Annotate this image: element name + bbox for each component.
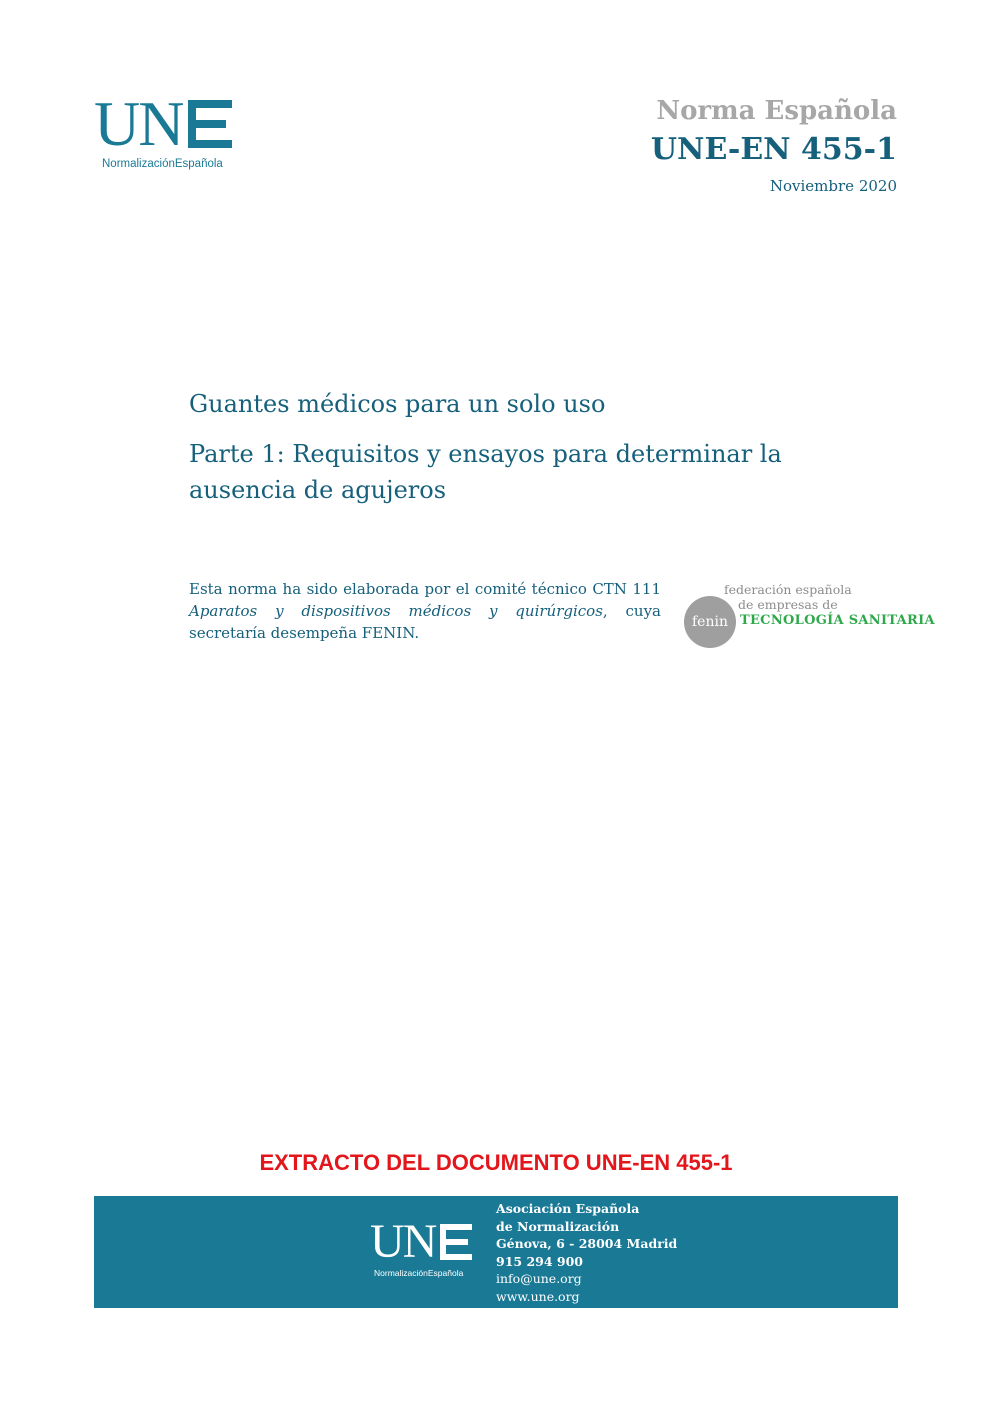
une-logo-mark: UN [94,88,183,159]
footer-band [94,1196,898,1308]
committee-statement: Esta norma ha sido elaborada por el comité técnico CTN 111 Aparatos y dispositivos médicos y quirúrgicos, cuya secretaría desempeña FENIN. [189,580,661,642]
footer-phone: 915 294 900 [496,1253,583,1269]
norma-code: UNE-EN 455-1 [650,132,897,167]
footer-address: Génova, 6 - 28004 Madrid [496,1236,678,1251]
fenin-line-2: de empresas de [738,597,838,612]
footer-email: info@une.org [496,1271,582,1286]
footer-logo-subtitle: NormalizaciónEspañola [374,1268,464,1278]
footer-web: www.une.org [496,1288,580,1304]
footer-logo-e-bars [440,1224,472,1260]
fenin-logo [684,580,935,650]
norma-label: Norma Española [656,96,897,126]
footer-address-block [496,1200,677,1305]
footer-logo-mark: UN [370,1215,436,1268]
document-title: Guantes médicos para un solo uso [189,390,606,418]
footer-org-line-1: Asociación Española [496,1201,640,1216]
extract-banner: EXTRACTO DEL DOCUMENTO UNE-EN 455-1 [259,1150,733,1175]
footer-une-logo [370,1215,480,1282]
une-logo-subtitle: NormalizaciónEspañola [102,158,223,170]
fenin-line-1: federación española [724,582,852,597]
fenin-line-3: TECNOLOGÍA SANITARIA [740,613,935,628]
publication-date: Noviembre 2020 [769,177,897,195]
document-subtitle: Parte 1: Requisitos y ensayos para determinar la ausencia de agujeros [189,440,782,504]
une-logo-e-bars [188,100,232,148]
une-logo [94,88,244,176]
fenin-circle-mark: fenin [684,596,736,648]
footer-org-line-2: de Normalización [496,1218,620,1234]
